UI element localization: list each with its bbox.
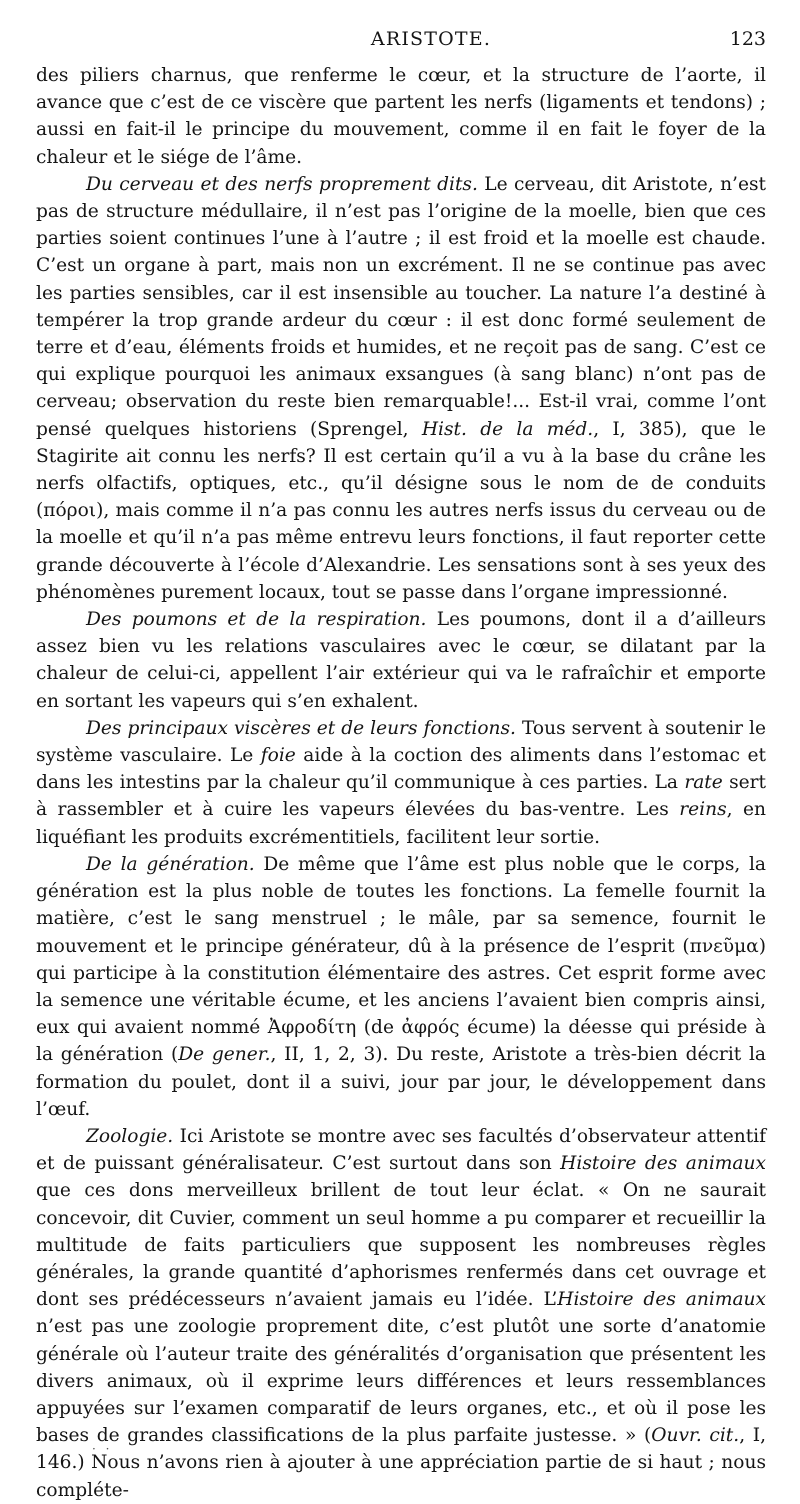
paragraph: [36, 606, 766, 715]
italic-text: De gener.: [178, 1044, 271, 1066]
page-number: 123: [729, 28, 766, 50]
italic-text: Hist. de la méd.: [421, 418, 594, 440]
paragraph-text: que ces dons merveilleux brillent de tout leur éclat. « On ne saurait concevoir, dit Cuvier, comment un seul homme a pu comparer et recueillir la multitude de faits particuliers que supposent les nombreuses règles générales, la grande quantité d’aphorismes renfermés dans cet ouvrage et dont ses prédécesseurs n’avaient jamais eu l’idée. L’: [36, 1180, 766, 1311]
paragraph: [36, 715, 766, 851]
paragraph: [36, 171, 766, 606]
paragraph-text: , en liquéfiant les produits excrémentitiels, facilitent leur sortie.: [36, 799, 766, 848]
italic-text: reins: [679, 799, 727, 821]
bottom-mark: · ·: [92, 1442, 113, 1456]
paragraph: [36, 1123, 766, 1504]
paragraph-text: Tous servent à soutenir le système vasculaire. Le: [36, 717, 766, 767]
paragraph-text: Ici Aristote se montre avec ses facultés d’observateur attentif et de puissant généralisateur. C’est surtout dans son: [36, 1125, 766, 1175]
paragraph-text: , I, 385), que le Stagirite ait connu les nerfs? Il est certain qu’il a vu à la base du crâne les nerfs olfactifs, optiques, etc., qu’il désigne sous le nom de de conduits (πόροι), mais comme il n’a pas connu les autres nerfs issus du cerveau ou de la moelle et qu’il n’a pas même entrevu leurs fonctions, il faut reporter cette grande découverte à l’école d’Alexandrie. Les sensations sont à ses yeux des phénomènes purement locaux, tout se passe dans l’organe impressionné.: [36, 418, 766, 603]
paragraph-text: aide à la coction des aliments dans l’estomac et dans les intestins par la chaleur qu’il communique à ces parties. La: [36, 745, 766, 794]
paragraph-text: , II, 1, 2, 3). Du reste, Aristote a très-bien décrit la formation du poulet, dont il a suivi, jour par jour, le développement dans l’œuf.: [36, 1044, 766, 1120]
paragraph-text: Les poumons, dont il a d’ailleurs assez bien vu les relations vasculaires avec le cœur, se dilatant par la chaleur de celui-ci, appellent l’air extérieur qui va le rafraîchir et emporte en sortant les vapeurs qui s’en exhalent.: [36, 609, 766, 712]
paragraph: [36, 851, 766, 1123]
paragraph-text: De même que l’âme est plus noble que le corps, la génération est la plus noble de toutes les fonctions. La femelle fournit la matière, c’est le sang menstruel ; le mâle, par sa semence, fournit le mouvement et le principe générateur, dû à la présence de l’esprit (πνεῦμα) qui participe à la constitution élémentaire des astres. Cet esprit forme avec la semence une véritable écume, et les anciens l’avaient bien compris ainsi, eux qui avaient nommé Ἀφροδίτη (de ἀφρός écume) la déesse qui préside à la génération (: [36, 853, 767, 1066]
paragraph: [36, 62, 766, 171]
paragraph-text: sert à rassembler et à cuire les vapeurs élevées du bas-ventre. Les: [36, 772, 766, 821]
italic-text: rate: [684, 772, 723, 794]
section-heading: Du cerveau et des nerfs proprement dits.: [86, 173, 478, 195]
paragraph-text: des piliers charnus, que renferme le cœur, et la structure de l’aorte, il avance que c’est de ce viscère que partent les nerfs (ligaments et tendons) ; aussi en fait-il le principe du mouvement, comme il en fait le foyer de la chaleur et le siége de l’âme.: [36, 65, 766, 168]
paragraph-text: , I, 146.) Nous n’avons rien à ajouter à une appréciation partie de si haut ; nous compléte-: [36, 1425, 767, 1501]
italic-text: Histoire des animaux: [560, 1153, 766, 1175]
section-heading: De la génération.: [86, 853, 255, 875]
italic-text: Ouvr. cit.: [651, 1425, 740, 1447]
section-heading: Des poumons et de la respiration.: [86, 609, 427, 631]
paragraph-text: n’est pas une zoologie proprement dite, c’est plutôt une sorte d’anatomie générale où l’auteur traite des généralités d’organisation que présentent les divers animaux, où il exprime leurs différences et leurs ressemblances appuyées sur l’examen comparatif de leurs organes, etc., et où il pose les bases de grandes classifications de la plus parfaite justesse. » (: [36, 1316, 766, 1447]
section-heading: Zoologie.: [86, 1125, 174, 1147]
paragraph-text: Le cerveau, dit Aristote, n’est pas de structure médullaire, il n’est pas l’origine de la moelle, bien que ces parties soient continues l’une à l’autre ; il est froid et la moelle est chaude. C’est un organe à part, mais non un excrément. Il ne se continue pas avec les parties sensibles, car il est insensible au toucher. La nature l’a destiné à tempérer la trop grande ardeur du cœur : il est donc formé seulement de terre et d’eau, éléments froids et humides, et ne reçoit pas de sang. C’est ce qui explique pourquoi les animaux exsangues (à sang blanc) n’ont pas de cerveau; observation du reste bien remarquable!... Est-il vrai, comme l’ont pensé quelques historiens (Sprengel,: [36, 173, 766, 440]
italic-text: foie: [260, 745, 296, 767]
italic-text: Histoire des animaux: [557, 1289, 766, 1311]
section-heading: Des principaux viscères et de leurs fonctions.: [86, 717, 516, 739]
running-head: [36, 28, 766, 52]
body-text: [36, 62, 766, 1504]
running-title: ARISTOTE.: [370, 28, 492, 50]
